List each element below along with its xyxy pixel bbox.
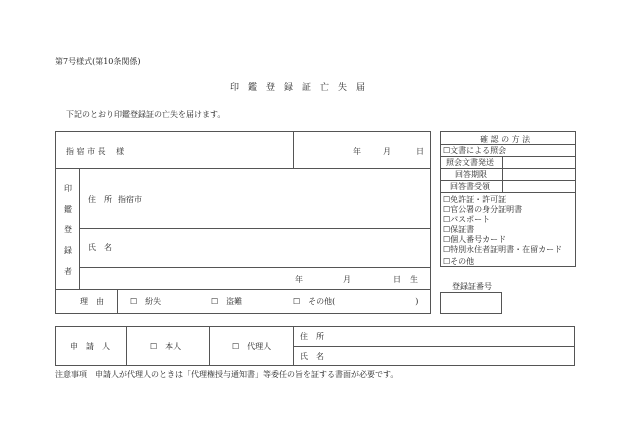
- main-form: [55, 131, 431, 314]
- id-mynumber[interactable]: ☐個人番号カード: [443, 235, 507, 244]
- registrant-char-4: 録: [64, 246, 72, 255]
- id-passport[interactable]: ☐パスポート: [443, 215, 491, 224]
- registrant-char-5: 者: [64, 267, 72, 276]
- form-title: 印 鑑 登 録 証 亡 失 届: [230, 83, 366, 93]
- registrant-char-2: 鑑: [64, 205, 72, 214]
- confirm-doc-inquiry[interactable]: ☐文書による照会: [443, 146, 507, 155]
- date-month: 月: [383, 147, 391, 156]
- date-day: 日: [416, 147, 424, 156]
- applicant-self[interactable]: ☐ 本人: [150, 342, 182, 351]
- applicant-name-label: 氏 名: [300, 352, 324, 361]
- reason-stolen[interactable]: ☐ 盗難: [211, 297, 243, 306]
- id-license[interactable]: ☐免許証・許可証: [443, 195, 507, 204]
- birth-day: 日: [393, 275, 401, 284]
- form-number: 第7号様式(第10条関係): [55, 57, 141, 66]
- confirm-inquiry-sent: 照会文書発送: [446, 158, 494, 167]
- notice-text: 注意事項 申請人が代理人のときは「代理権授与通知書」等委任の旨を証する書面が必要です。: [55, 370, 399, 379]
- reason-label: 理 由: [80, 297, 104, 306]
- address-value: 指宿市: [118, 195, 142, 204]
- id-guarantee[interactable]: ☐保証書: [443, 225, 475, 234]
- birth-year: 年: [295, 275, 303, 284]
- birth-label: 生: [410, 275, 418, 284]
- name-label: 氏 名: [88, 243, 112, 252]
- reason-lost[interactable]: ☐ 紛失: [130, 297, 162, 306]
- registrant-char-1: 印: [64, 184, 72, 193]
- applicant-label: 申 請 人: [70, 342, 110, 351]
- applicant-address-label: 住 所: [300, 332, 324, 341]
- registration-number-label: 登録証番号: [452, 282, 492, 291]
- reason-other[interactable]: ☐ その他( ): [293, 297, 419, 306]
- registrant-char-3: 登: [64, 225, 72, 234]
- birth-month: 月: [343, 275, 351, 284]
- intro-text: 下記のとおり印鑑登録証の亡失を届けます。: [66, 110, 226, 119]
- registration-number-field[interactable]: [440, 292, 502, 314]
- id-residence-card[interactable]: ☐特別永住者証明書・在留カード: [443, 245, 563, 254]
- id-other[interactable]: ☐その他: [443, 257, 475, 266]
- confirm-reply-received: 回答書受領: [450, 182, 490, 191]
- confirm-reply-deadline: 回答期限: [455, 170, 487, 179]
- applicant-agent[interactable]: ☐ 代理人: [232, 342, 272, 351]
- address-label: 住 所: [88, 195, 112, 204]
- addressee: 指 宿 市 長 様: [66, 147, 125, 156]
- confirmation-header: 確 認 の 方 法: [480, 135, 531, 144]
- date-year: 年: [353, 147, 361, 156]
- id-government[interactable]: ☐官公署の身分証明書: [443, 205, 523, 214]
